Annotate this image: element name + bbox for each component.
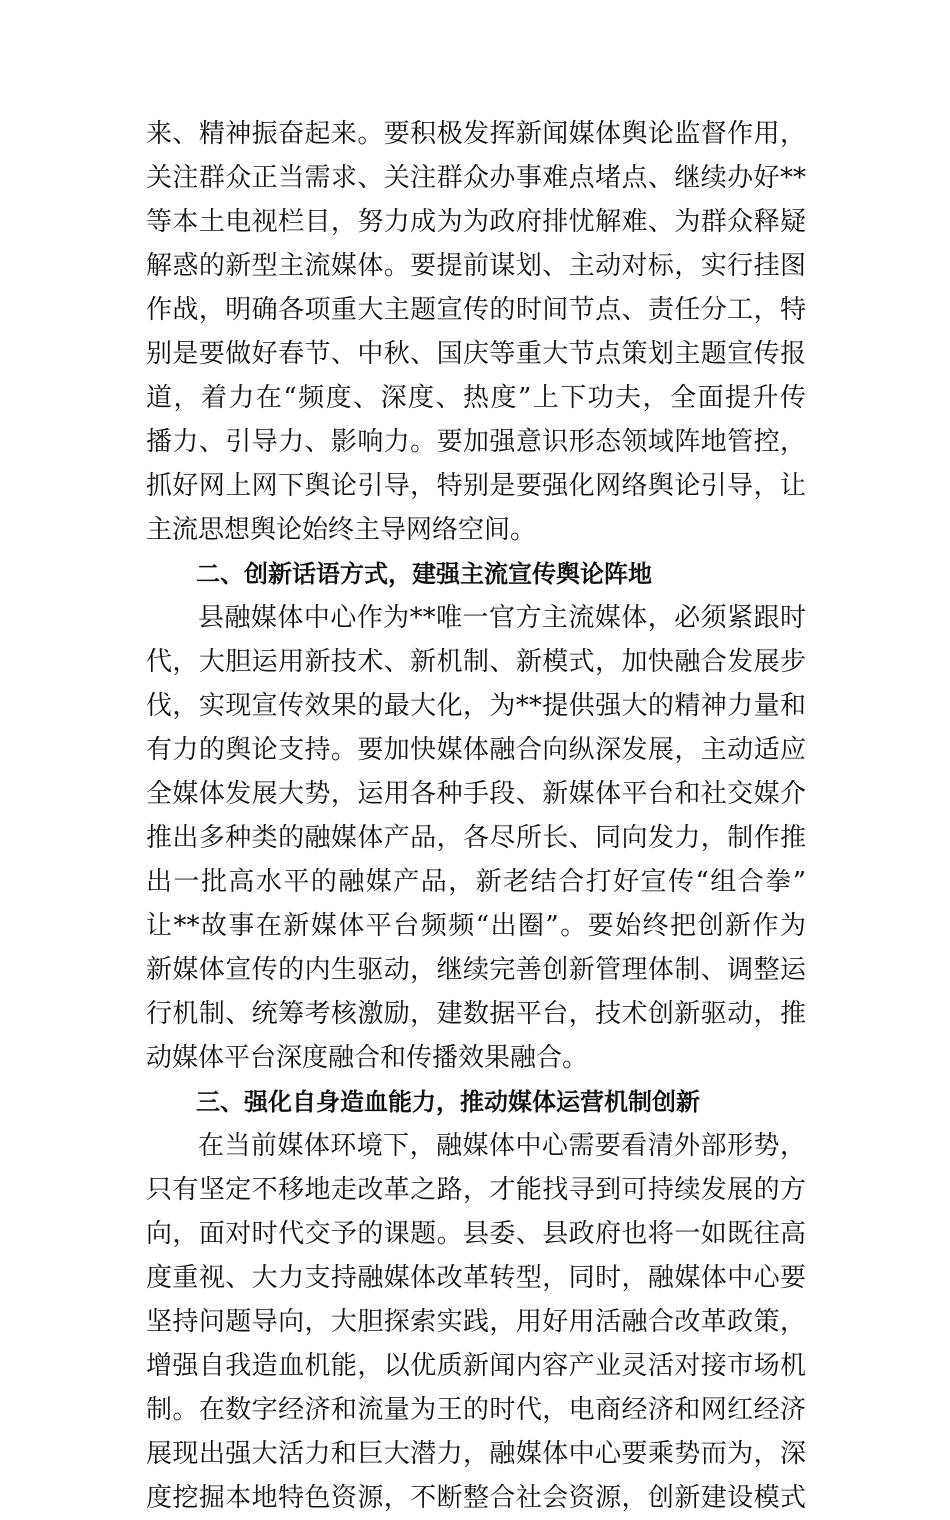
text-line: 动媒体平台深度融合和传播效果融合。 <box>146 1043 589 1073</box>
text-line: 让**故事在新媒体平台频频“出圈”。要始终把创新作为 <box>146 911 806 941</box>
text-line: 来、精神振奋起来。要积极发挥新闻媒体舆论监督作用， <box>146 119 806 149</box>
text-line: 伐，实现宣传效果的最大化，为**提供强大的精神力量和 <box>146 691 806 721</box>
text-line: 播力、引导力、影响力。要加强意识形态领域阵地管控， <box>146 427 806 457</box>
text-line: 行机制、统筹考核激励，建数据平台，技术创新驱动，推 <box>146 999 806 1029</box>
text-line: 向，面对时代交予的课题。县委、县政府也将一如既往高 <box>146 1219 806 1249</box>
text-line: 关注群众正当需求、关注群众办事难点堵点、继续办好** <box>146 163 806 193</box>
text-line: 制。在数字经济和流量为王的时代，电商经济和网红经济 <box>146 1395 806 1425</box>
text-line: 推出多种类的融媒体产品，各尽所长、同向发力，制作推 <box>146 823 806 853</box>
text-line: 只有坚定不移地走改革之路，才能找寻到可持续发展的方 <box>146 1175 806 1205</box>
document-page <box>146 112 806 1520</box>
text-line: 全媒体发展大势，运用各种手段、新媒体平台和社交媒介 <box>146 779 806 809</box>
text-line: 增强自我造血机能，以优质新闻内容产业灵活对接市场机 <box>146 1351 806 1381</box>
text-line: 坚持问题导向，大胆探索实践，用好用活融合改革政策， <box>146 1307 806 1337</box>
text-line: 度挖掘本地特色资源，不断整合社会资源，创新建设模式 <box>146 1483 806 1513</box>
text-line: 出一批高水平的融媒产品，新老结合打好宣传“组合拳” <box>146 867 806 897</box>
paragraph-3 <box>146 1124 806 1520</box>
text-line: 道，着力在“频度、深度、热度”上下功夫，全面提升传 <box>146 383 806 413</box>
text-line: 展现出强大活力和巨大潜力，融媒体中心要乘势而为，深 <box>146 1439 806 1469</box>
paragraph-1 <box>146 112 806 552</box>
text-line: 代，大胆运用新技术、新机制、新模式，加快融合发展步 <box>146 647 806 677</box>
section-heading-2: 二、创新话语方式，建强主流宣传舆论阵地 <box>196 560 652 588</box>
text-line: 新媒体宣传的内生驱动，继续完善创新管理体制、调整运 <box>146 955 806 985</box>
text-line: 别是要做好春节、中秋、国庆等重大节点策划主题宣传报 <box>146 339 806 369</box>
text-line: 解惑的新型主流媒体。要提前谋划、主动对标，实行挂图 <box>146 251 806 281</box>
text-line: 作战，明确各项重大主题宣传的时间节点、责任分工，特 <box>146 295 806 325</box>
text-line: 等本土电视栏目，努力成为为政府排忧解难、为群众释疑 <box>146 207 806 237</box>
text-line: 县融媒体中心作为**唯一官方主流媒体，必须紧跟时 <box>198 603 806 633</box>
text-line: 度重视、大力支持融媒体改革转型，同时，融媒体中心要 <box>146 1263 806 1293</box>
paragraph-2 <box>146 596 806 1080</box>
section-heading-3: 三、强化自身造血能力，推动媒体运营机制创新 <box>196 1088 700 1116</box>
text-line: 在当前媒体环境下，融媒体中心需要看清外部形势， <box>198 1131 806 1161</box>
text-line: 抓好网上网下舆论引导，特别是要强化网络舆论引导，让 <box>146 471 806 501</box>
text-line: 主流思想舆论始终主导网络空间。 <box>146 515 537 545</box>
text-line: 有力的舆论支持。要加快媒体融合向纵深发展，主动适应 <box>146 735 806 765</box>
